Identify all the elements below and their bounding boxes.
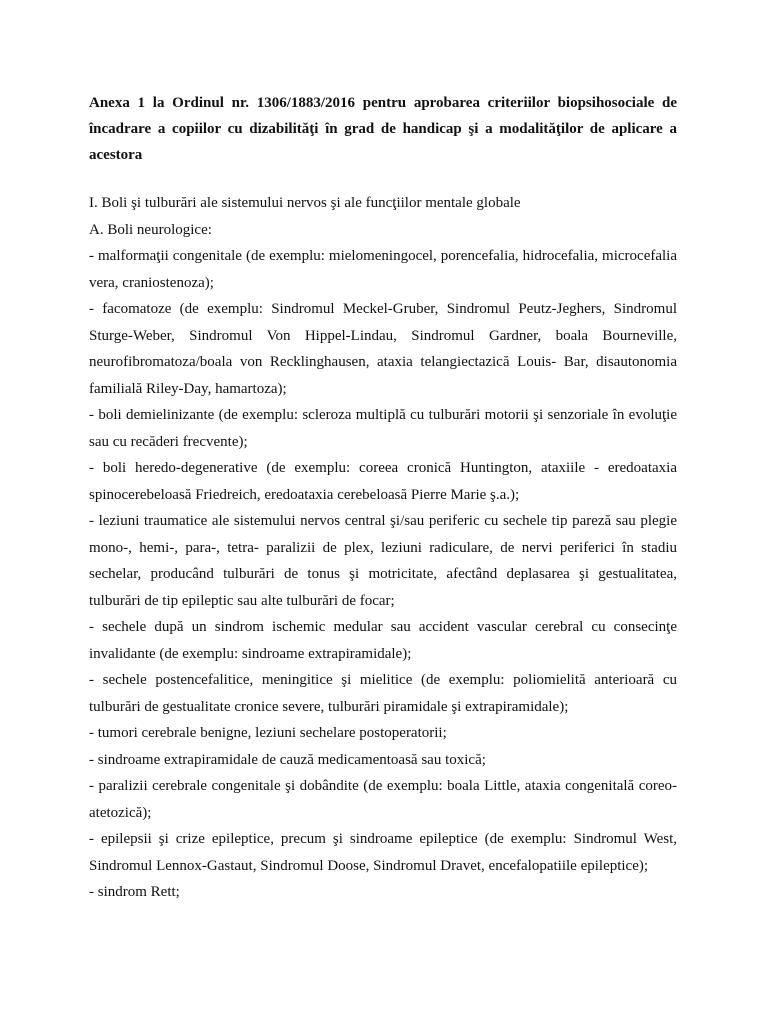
list-item-postencephalitic-sequelae: - sechele postencefalitice, meningitice şi mielitice (de exemplu: poliomielită anterioară cu tulburări de gestualitate cronice severe, tulburări piramidale şi extrapiramidale); — [89, 672, 677, 715]
list-item-extrapyramidal-syndromes: - sindroame extrapiramidale de cauză medicamentoasă sau toxică; — [89, 751, 486, 768]
list-item-congenital-malformations: - malformaţii congenitale (de exemplu: mielomeningocel, porencefalia, hidrocefalia, microcefalia vera, craniostenoza); — [89, 248, 677, 291]
subsection-heading: A. Boli neurologice: — [89, 221, 212, 238]
items-list — [89, 243, 677, 906]
document-title: Anexa 1 la Ordinul nr. 1306/1883/2016 pentru aprobarea criteriilor biopsihosociale de încadrare a copiilor cu dizabilităţi în grad de handicap şi a modalităţilor de aplicare a acestora — [89, 95, 677, 163]
section-heading: I. Boli şi tulburări ale sistemului nervos şi ale funcţiilor mentale globale — [89, 195, 521, 211]
list-item-benign-brain-tumors: - tumori cerebrale benigne, leziuni sechelare postoperatorii; — [89, 725, 447, 741]
list-item-heredo-degenerative-diseases: - boli heredo-degenerative (de exemplu: coreea cronică Huntington, ataxiile - eredoataxia spinocerebeloasă Friedreich, eredoataxia cerebeloasă Pierre Marie ş.a.); — [89, 460, 677, 503]
list-item-phakomatoses: - facomatoze (de exemplu: Sindromul Meckel-Gruber, Sindromul Peutz-Jeghers, Sindromul Sturge-Weber, Sindromul Von Hippel-Lindau, Sindromul Gardner, boala Bourneville, neurofibromatoza/boala von Recklinghausen, ataxia telangiectazică Louis- Bar, disautonomia familială Riley-Day, hamartoza); — [89, 301, 677, 397]
list-item-rett-syndrome: - sindrom Rett; — [89, 884, 180, 900]
list-item-demyelinating-diseases: - boli demielinizante (de exemplu: scleroza multiplă cu tulburări motorii şi senzoriale în evoluţie sau cu recăderi frecvente); — [89, 407, 677, 450]
list-item-ischemic-sequelae: - sechele după un sindrom ischemic medular sau accident vascular cerebral cu consecinţe invalidante (de exemplu: sindroame extrapiramidale); — [89, 619, 677, 662]
list-item-epilepsies: - epilepsii şi crize epileptice, precum şi sindroame epileptice (de exemplu: Sindromul West, Sindromul Lennox-Gastaut, Sindromul Doose, Sindromul Dravet, encefalopatiile epileptice); — [89, 831, 677, 874]
list-item-traumatic-lesions: - leziuni traumatice ale sistemului nervos central şi/sau periferic cu sechele tip pareză sau plegie mono-, hemi-, para-, tetra- paralizii de plex, leziuni radiculare, de nervi periferici în stadiu sechelar, producând tulburări de tonus şi motricitate, afectând deplasarea şi gestualitatea, tulburări de tip epileptic sau alte tulburări de focar; — [89, 513, 677, 609]
document-content — [89, 90, 677, 906]
list-item-cerebral-palsies: - paralizii cerebrale congenitale şi dobândite (de exemplu: boala Little, ataxia congenitală coreo-atetozică); — [89, 778, 677, 821]
